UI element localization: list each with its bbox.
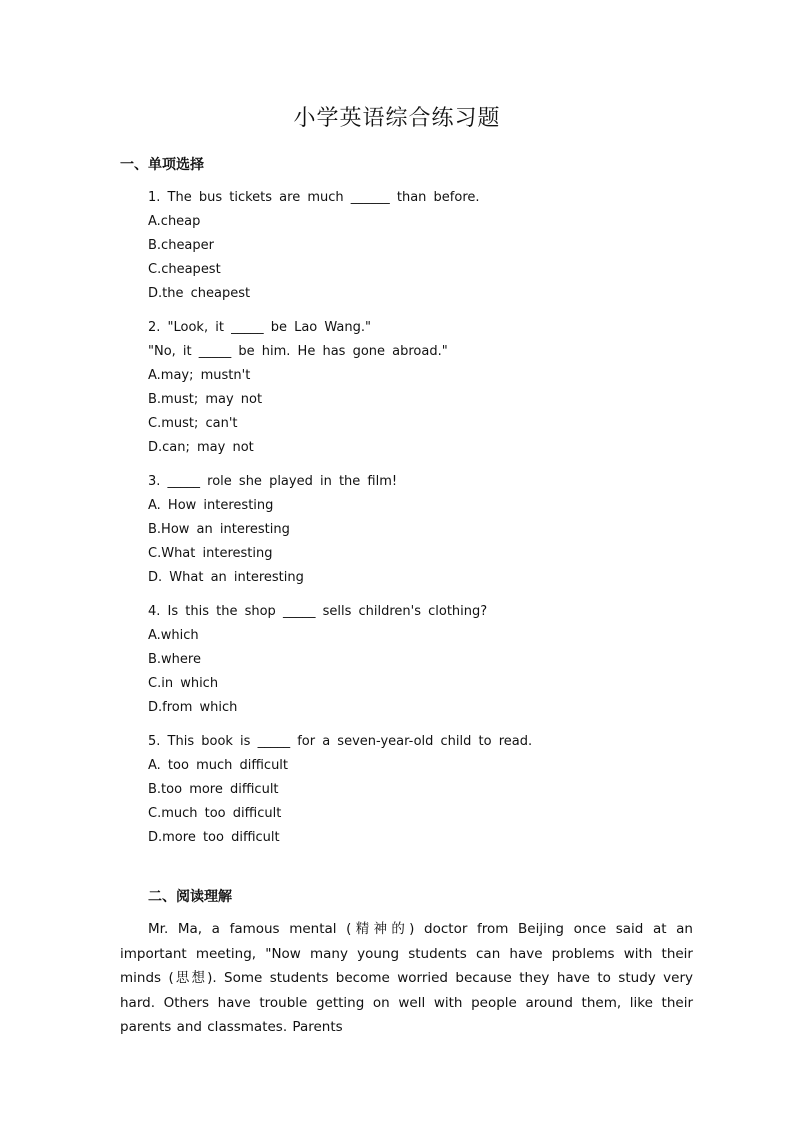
option-d: D.more too difficult [148,830,280,845]
question-stem: 1. The bus tickets are much ______ than before. [148,190,480,205]
question-stem-continued: "No, it _____ be him. He has gone abroad." [148,344,448,359]
question-2 [148,316,708,460]
reading-passage: Mr. Ma, a famous mental (精神的) doctor from Beijing once said at an important meeting, "Now many young students can have problems with their minds (思想). Some students become worried because they have to study very hard. Others have trouble getting on well with people around them, like their parents and classmates. Parents [120,921,693,1035]
question-4 [148,600,708,720]
section-heading-single-choice: 一、单项选择 [120,157,204,173]
option-a: A.may; mustn't [148,368,251,383]
question-1 [148,186,708,306]
option-c: C.cheapest [148,262,221,277]
option-c: C.in which [148,676,219,691]
option-a: A.cheap [148,214,201,229]
option-b: B.must; may not [148,392,263,407]
question-list [148,186,708,860]
question-stem: 4. Is this the shop _____ sells children's clothing? [148,604,488,619]
option-d: D. What an interesting [148,570,304,585]
option-a: A. How interesting [148,498,274,513]
option-a: A. too much difficult [148,758,289,773]
option-a: A.which [148,628,199,643]
option-b: B.How an interesting [148,522,290,537]
question-3 [148,470,708,590]
option-b: B.cheaper [148,238,214,253]
option-b: B.where [148,652,201,667]
question-stem: 3. _____ role she played in the film! [148,474,398,489]
question-5 [148,730,708,850]
section-heading-reading: 二、阅读理解 [148,889,232,905]
question-stem: 5. This book is _____ for a seven-year-old child to read. [148,734,533,749]
option-b: B.too more difficult [148,782,279,797]
question-stem: 2. "Look, it _____ be Lao Wang." [148,320,371,335]
option-d: D.from which [148,700,238,715]
option-d: D.can; may not [148,440,254,455]
option-c: C.What interesting [148,546,273,561]
option-d: D.the cheapest [148,286,251,301]
option-c: C.much too difficult [148,806,282,821]
document-title: 小学英语综合练习题 [293,106,501,131]
option-c: C.must; can't [148,416,238,431]
